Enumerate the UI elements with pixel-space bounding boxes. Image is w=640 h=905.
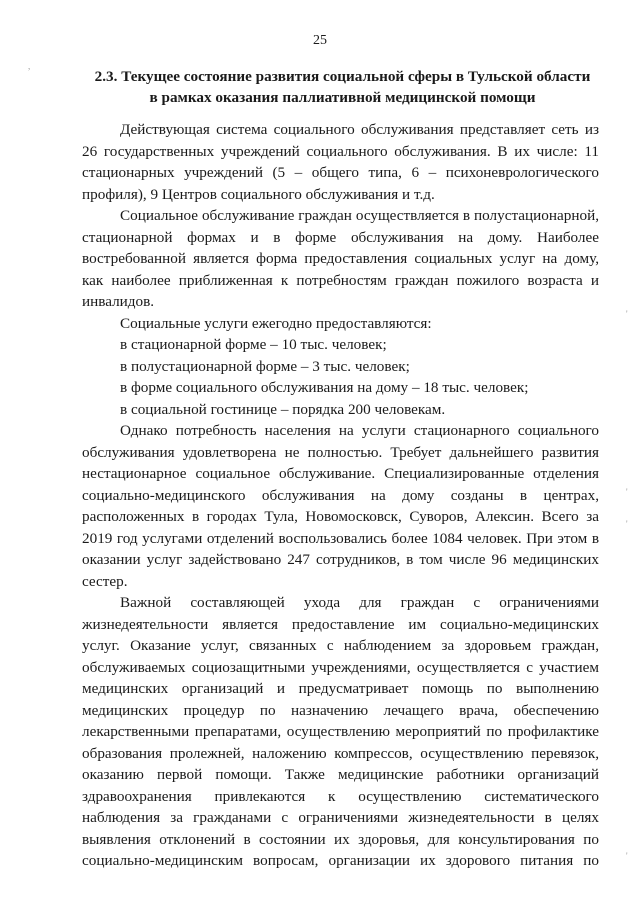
section-heading [80, 66, 605, 108]
paragraph-home-care-departments: Однако потребность населения на услуги стационарного социального обслуживания удовлетворена не полностью. Требует дальнейшего развития нестационарное социальное обслуживание. Специализированные отделения социально-медицинского обслуживания на дому созданы в центрах, расположенных в городах Тула, Новомосковск, Суворов, Алексин. Всего за 2019 год услугами отделений воспользовались более 1084 человек. При этом в оказании услуг задействовано 247 сотрудников, в том числе 96 медицинских сестер. [82, 422, 599, 590]
scan-margin-mark: ' [626, 851, 628, 861]
section-heading-line-1: 2.3. Текущее состояние развития социальной сферы в Тульской области [94, 68, 591, 85]
list-item: в стационарной форме – 10 тыс. человек; [120, 336, 387, 353]
scan-margin-mark: , [28, 61, 31, 71]
scan-margin-mark: ' [626, 487, 628, 497]
paragraph-social-medical-services: Важной составляющей ухода для граждан с ограничениями жизнедеятельности является предоставление им социально-медицинских услуг. Оказание услуг, связанных с наблюдением за здоровьем граждан, обслуживаемых социозащитными учреждениями, осуществляется с участием медицинских организаций и предусматривает помощь по выполнению медицинских процедур по назначению лечащего врача, обеспечению лекарственными препаратами, осуществлению мероприятий по профилактике образования пролежней, наложению компрессов, осуществлению перевязок, оказанию первой помощи. Также медицинские работники организаций здравоохранения привлекаются к осуществлению систематического наблюдения за гражданами с ограничениями жизнедеятельности в целях выявления отклонений в состоянии их здоровья, для консультирования по социально-медицинским вопросам, организации их здорового питания по [82, 594, 599, 869]
page-number: 25 [313, 33, 327, 48]
paragraph-service-forms: Социальное обслуживание граждан осуществляется в полустационарной, стационарной формах и в форме обслуживания на дому. Наиболее востребованной является форма предоставления социальных услуг на дому, как наиболее приближенная к потребностям граждан пожилого возраста и инвалидов. [82, 207, 599, 310]
list-item: в форме социального обслуживания на дому – 18 тыс. человек; [120, 379, 529, 396]
document-body [82, 119, 599, 872]
list-item: в социальной гостинице – порядка 200 человекам. [120, 400, 446, 418]
paragraph-annual-services-intro: Социальные услуги ежегодно предоставляются: [120, 314, 432, 332]
scan-margin-mark: ' [626, 309, 628, 319]
paragraph-service-network: Действующая система социального обслуживания представляет сеть из 26 государственных учреждений социального обслуживания. В их числе: 11 стационарных учреждений (5 – общего типа, 6 – психоневрологического профиля), 9 Центров социального обслуживания и т.д. [82, 121, 599, 203]
list-item: в полустационарной форме – 3 тыс. человек; [120, 357, 410, 375]
scan-margin-mark: ' [626, 519, 628, 529]
section-heading-line-2: в рамках оказания паллиативной медицинской помощи [149, 89, 536, 106]
